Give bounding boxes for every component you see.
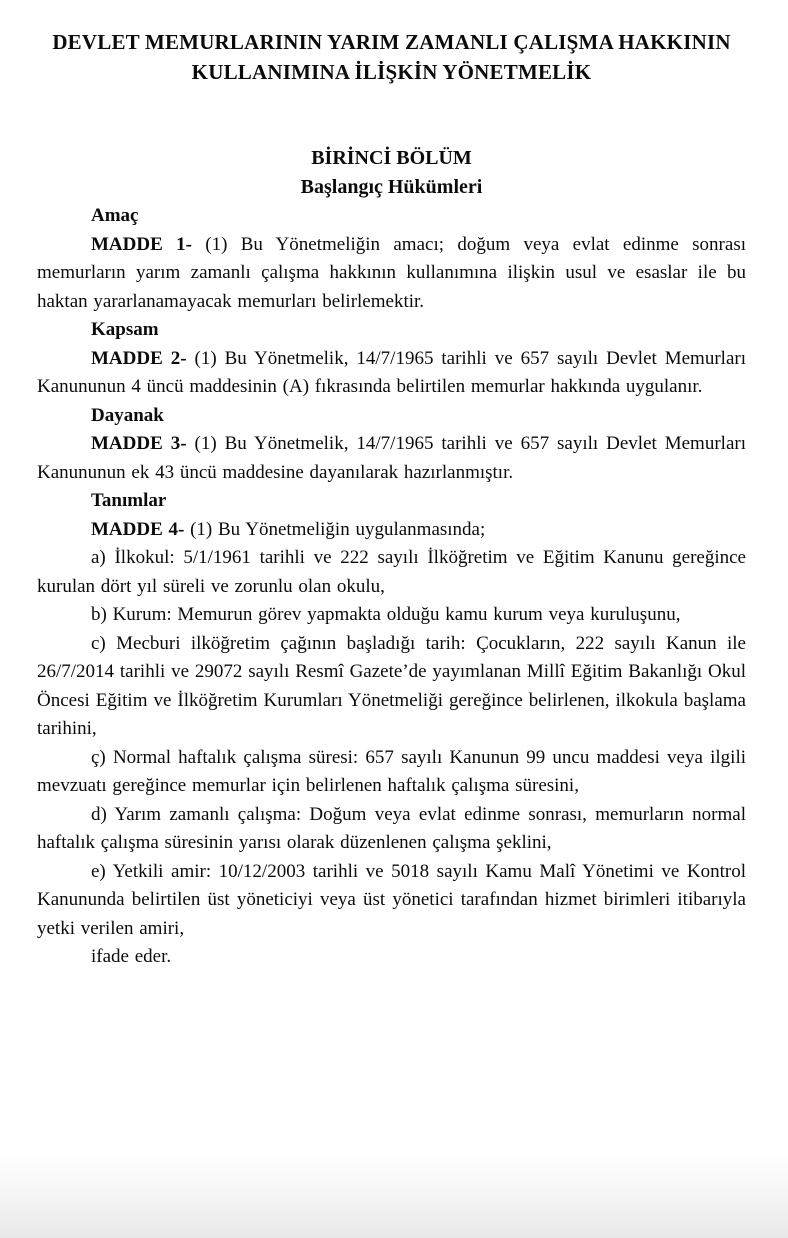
chapter-subtitle: Başlangıç Hükümleri [300, 176, 483, 198]
document-title [37, 27, 746, 87]
madde-1-text: (1) Bu Yönetmeliğin amacı; doğum veya evlat edinme sonrası memurların yarım zamanlı çalışma hakkının kullanımına ilişkin usul ve esaslar ile bu haktan yararlanamayacak memurları belirlemektir. [37, 233, 746, 312]
madde-3-text: (1) Bu Yönetmelik, 14/7/1965 tarihli ve 657 sayılı Devlet Memurları Kanununun ek 43 üncü maddesine dayanılarak hazırlanmıştır. [37, 433, 746, 483]
item-b-text: b) Kurum: Memurun görev yapmakta olduğu kamu kurum veya kuruluşunu, [91, 604, 681, 625]
item-d-text: d) Yarım zamanlı çalışma: Doğum veya evlat edinme sonrası, memurların normal haftalık çalışma süresinin yarısı olarak düzenlenen çalışma şeklini, [37, 803, 746, 853]
chapter-heading-block [37, 144, 746, 202]
closing-text: ifade eder. [91, 946, 172, 967]
document-title-line2: KULLANIMINA İLİŞKİN YÖNETMELİK [191, 60, 592, 84]
paragraph-madde-1 [37, 231, 746, 317]
section-heading-dayanak: Dayanak [91, 404, 164, 426]
madde-4-label: MADDE 4- [91, 518, 185, 540]
paragraph-item-a [37, 544, 746, 601]
item-e-text: e) Yetkili amir: 10/12/2003 tarihli ve 5018 sayılı Kamu Malî Yönetimi ve Kontrol Kanununda belirtilen üst yöneticiyi veya üst yönetici tarafından hizmet birimleri itibarıyla yetki verilen amiri, [37, 860, 746, 939]
madde-4-text: (1) Bu Yönetmeliğin uygulanmasında; [184, 518, 486, 540]
paragraph-item-c-cedilla [37, 744, 746, 801]
item-c-text: c) Mecburi ilköğretim çağının başladığı tarih: Çocukların, 222 sayılı Kanun ile 26/7/2014 tarihli ve 29072 sayılı Resmî Gazete’de yayımlanan Millî Eğitim Bakanlığı Okul Öncesi Eğitim ve İlköğretim Kurumları Yönetmeliği gereğince belirlenen, ilkokula başlama tarihini, [37, 632, 746, 739]
paragraph-madde-4 [37, 516, 746, 545]
section-heading-kapsam: Kapsam [91, 319, 159, 340]
section-tanimlar [37, 487, 746, 972]
paragraph-item-d [37, 801, 746, 858]
madde-3-label: MADDE 3- [91, 433, 187, 454]
paragraph-madde-3 [37, 430, 746, 487]
item-c-cedilla-text: ç) Normal haftalık çalışma süresi: 657 sayılı Kanunun 99 uncu maddesi veya ilgili mevzuatı gereğince memurlar için belirlenen haftalık çalışma süresini, [37, 746, 746, 796]
paragraph-item-c [37, 630, 746, 744]
section-heading-tanimlar: Tanımlar [91, 490, 167, 511]
section-heading-amac: Amaç [91, 205, 139, 226]
madde-1-label: MADDE 1- [91, 233, 192, 255]
paragraph-item-b [37, 601, 746, 630]
madde-2-label: MADDE 2- [91, 347, 187, 369]
item-a-text: a) İlkokul: 5/1/1961 tarihli ve 222 sayılı İlköğretim ve Eğitim Kanunu gereğince kurulan dört yıl süreli ve zorunlu olan okulu, [37, 547, 746, 597]
madde-2-text: (1) Bu Yönetmelik, 14/7/1965 tarihli ve 657 sayılı Devlet Memurları Kanununun 4 üncü maddesinin (A) fıkrasında belirtilen memurlar hakkında uygulanır. [37, 347, 746, 397]
chapter-name: BİRİNCİ BÖLÜM [311, 147, 472, 169]
paragraph-madde-2 [37, 345, 746, 402]
scan-bottom-shading [0, 1148, 788, 1238]
document-title-line1: DEVLET MEMURLARININ YARIM ZAMANLI ÇALIŞMA HAKKININ [52, 30, 731, 54]
paragraph-item-e [37, 858, 746, 944]
section-dayanak [37, 402, 746, 488]
section-amac [37, 202, 746, 316]
paragraph-closing [37, 943, 746, 972]
section-kapsam [37, 316, 746, 402]
